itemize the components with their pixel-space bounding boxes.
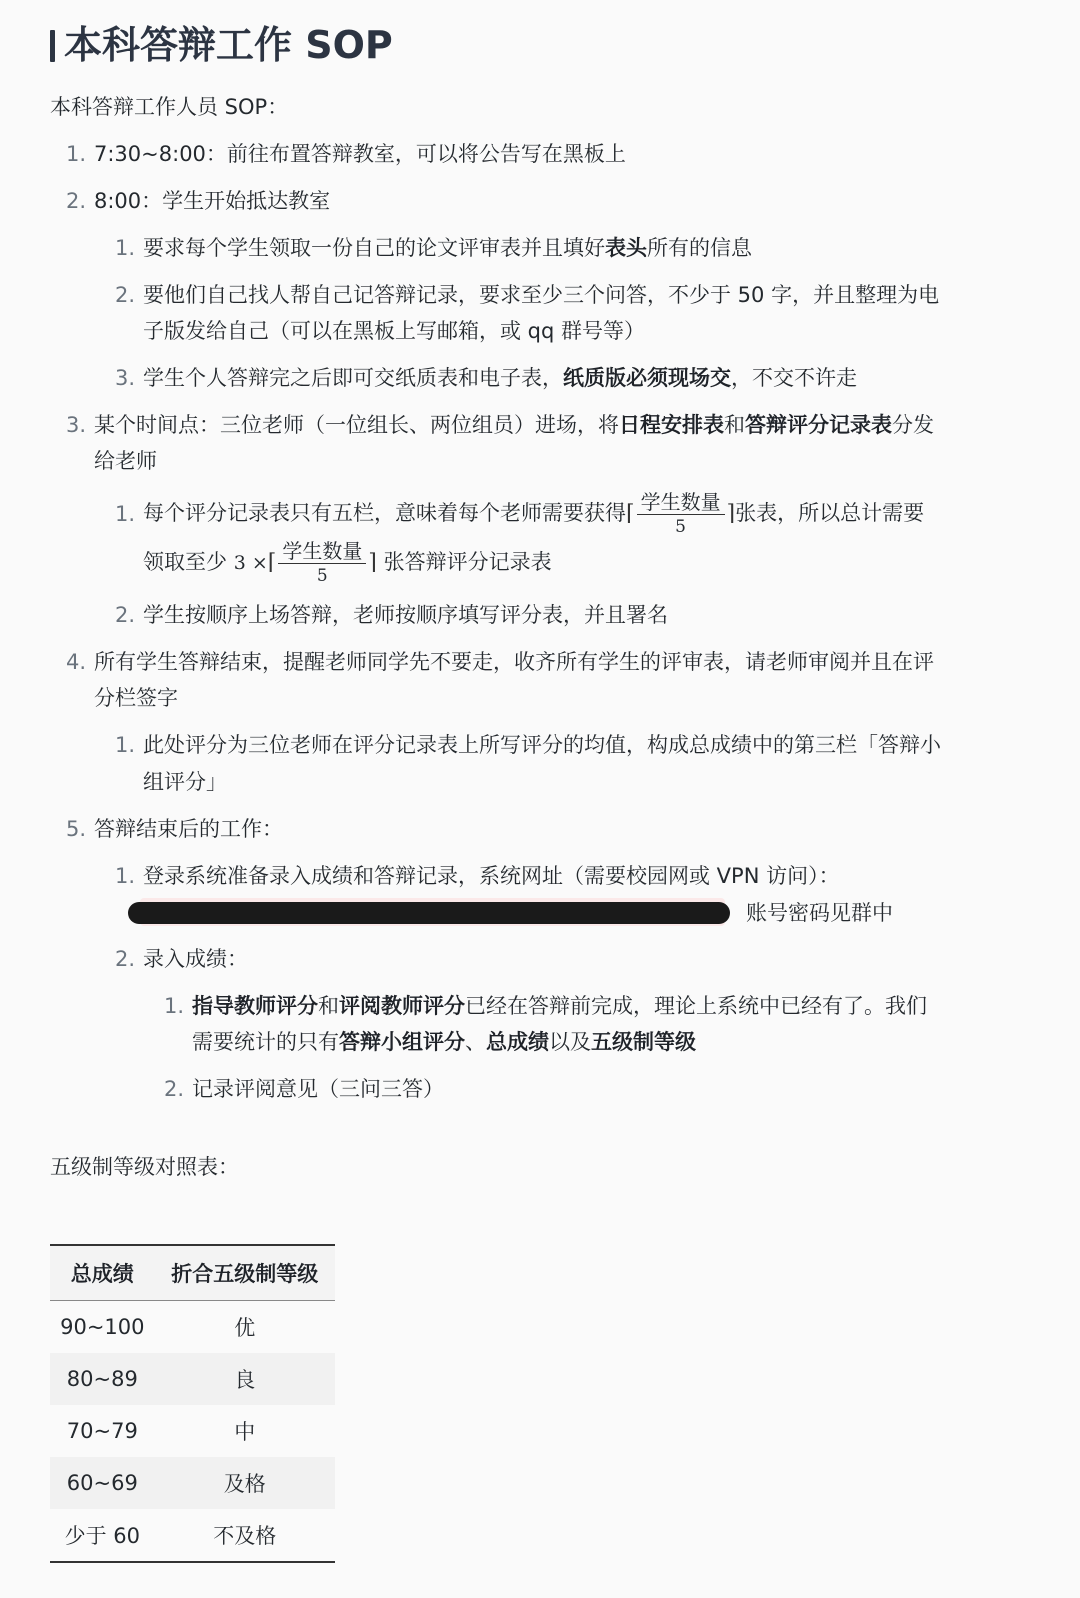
list-item-continuation: 给老师 — [94, 449, 157, 473]
grade-table — [50, 1244, 335, 1563]
list-number: 2. — [66, 189, 87, 213]
ceil-right-icon: ⌉ — [726, 501, 736, 526]
table-header-cell: 总成绩 — [50, 1245, 155, 1301]
list-item: 要求每个学生领取一份自己的论文评审表并且填好表头所有的信息 — [143, 236, 752, 260]
list-item-continuation: 组评分」 — [143, 770, 227, 794]
list-number: 2. — [115, 603, 136, 627]
list-number: 1. — [66, 142, 87, 166]
list-item: 学生个人答辩完之后即可交纸质表和电子表，纸质版必须现场交，不交不许走 — [143, 366, 857, 390]
table-cell: 70~79 — [66, 1419, 138, 1443]
list-item-continuation: 子版发给自己（可以在黑板上写邮箱，或 qq 群号等） — [143, 319, 646, 343]
list-item: 答辩结束后的工作： — [94, 817, 283, 841]
list-number: 2. — [115, 947, 136, 971]
list-item: 录入成绩： — [143, 947, 248, 971]
table-header-cell: 折合五级制等级 — [155, 1245, 335, 1301]
list-number: 4. — [66, 650, 87, 674]
ceil-left-icon: ⌈ — [267, 550, 277, 575]
list-item: 登录系统准备录入成绩和答辩记录，系统网址（需要校园网或 VPN 访问）： — [143, 864, 840, 888]
list-number: 3. — [115, 366, 136, 390]
fraction: $\frac{\text{学生数量}}{5}$ — [278, 539, 366, 588]
list-number: 2. — [164, 1077, 185, 1101]
list-number: 1. — [164, 994, 185, 1018]
list-item: 某个时间点：三位老师（一位组长、两位组员）进场，将日程安排表和答辩评分记录表分发 — [94, 413, 934, 437]
list-item: 7:30~8:00：前往布置答辩教室，可以将公告写在黑板上 — [94, 142, 626, 166]
table-caption: 五级制等级对照表： — [50, 1155, 239, 1179]
table-row — [50, 1353, 335, 1405]
table-cell: 少于 60 — [50, 1509, 155, 1562]
list-number: 2. — [115, 283, 136, 307]
table-cell: 不及格 — [155, 1509, 335, 1562]
list-item: 此处评分为三位老师在评分记录表上所写评分的均值，构成总成绩中的第三栏「答辩小 — [143, 733, 941, 757]
ceil-right-icon: ⌉ — [368, 550, 377, 575]
list-item: 所有学生答辩结束，提醒老师同学先不要走，收齐所有学生的评审表，请老师审阅并且在评 — [94, 650, 934, 674]
table-cell: 80~89 — [50, 1353, 155, 1405]
fraction: $\frac{\text{学生数量}}{5}$ — [637, 490, 725, 539]
list-item-continuation: 需要统计的只有答辩小组评分、总成绩以及五级制等级 — [192, 1030, 696, 1054]
table-cell: 90~100 — [60, 1315, 145, 1339]
table-cell: 及格 — [155, 1457, 335, 1509]
list-item-continuation: 账号密码见群中 — [746, 901, 893, 925]
list-item: 每个评分记录表只有五栏，意味着每个老师需要获得⌈ $\frac{\text{学生数量}}{5}$ ⌉张表，所以总计需要 — [143, 489, 925, 537]
list-number: 1. — [115, 236, 136, 260]
ceil-left-icon: ⌈ — [626, 501, 635, 526]
table-cell: 中 — [234, 1420, 256, 1444]
list-number: 1. — [115, 733, 136, 757]
list-item: 8:00：学生开始抵达教室 — [94, 189, 331, 213]
table-row — [50, 1457, 335, 1509]
page-title: 本科答辩工作 SOP — [50, 20, 393, 70]
table-cell: 优 — [234, 1316, 256, 1340]
table-cell: 60~69 — [50, 1457, 155, 1509]
table-cell: 良 — [155, 1353, 335, 1405]
table-row — [50, 1301, 335, 1354]
table-row — [50, 1405, 335, 1457]
list-number: 1. — [115, 502, 136, 526]
list-item-continuation: 领取至少 3 ×⌈ $\frac{\text{学生数量}}{5}$ ⌉ 张答辩评分记录表 — [143, 538, 552, 586]
list-item-continuation: 分栏签字 — [94, 686, 178, 710]
table-row — [50, 1509, 335, 1562]
list-item: 学生按顺序上场答辩，老师按顺序填写评分表，并且署名 — [143, 603, 668, 627]
list-number: 3. — [66, 413, 87, 437]
table-header-row — [50, 1245, 335, 1301]
redacted-url — [128, 902, 730, 924]
list-item: 记录评阅意见（三问三答） — [192, 1077, 444, 1101]
intro-text: 本科答辩工作人员 SOP： — [50, 95, 289, 119]
list-item: 要他们自己找人帮自己记答辩记录，要求至少三个问答，不少于 50 字，并且整理为电 — [143, 283, 940, 307]
list-item: 指导教师评分和评阅教师评分已经在答辩前完成，理论上系统中已经有了。我们 — [192, 994, 927, 1018]
list-number: 5. — [66, 817, 87, 841]
list-number: 1. — [115, 864, 136, 888]
